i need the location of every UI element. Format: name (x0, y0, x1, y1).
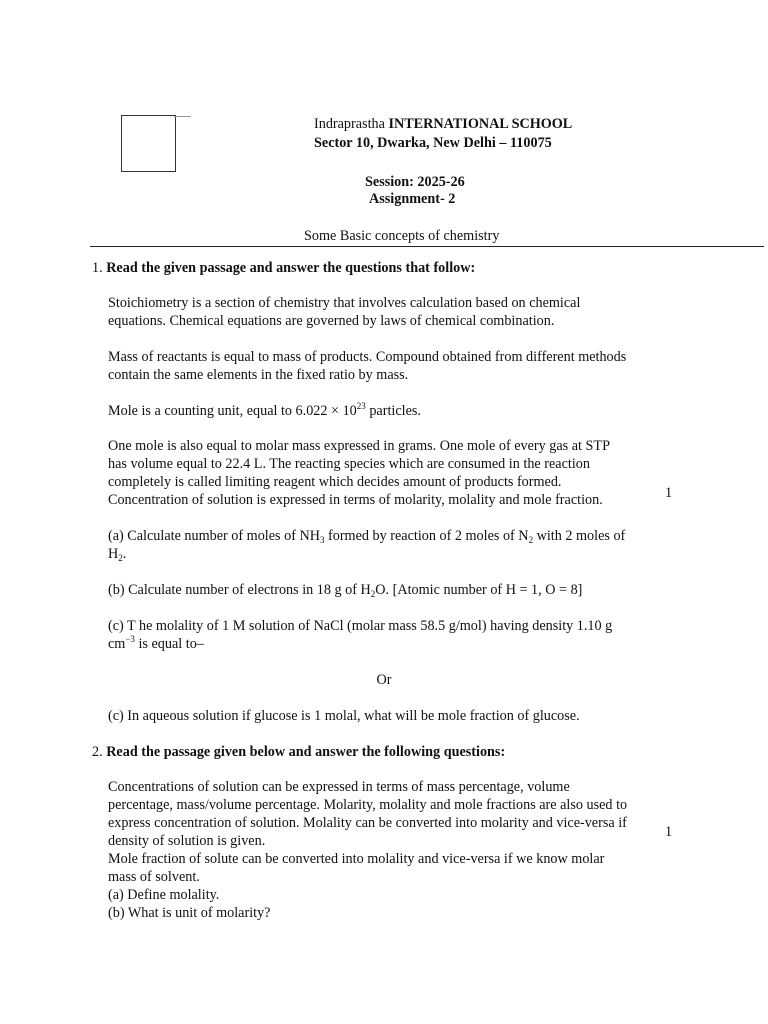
q1-paragraph-3 (108, 402, 668, 420)
text-line: mass of solvent. (108, 869, 200, 885)
question-number: 2. (92, 744, 103, 760)
subscript: 2 (370, 589, 376, 599)
or-separator: Or (376, 672, 392, 688)
text-line: Stoichiometry is a section of chemistry that involves calculation based on chemical (108, 295, 581, 311)
q1-part-c-alternative: (c) In aqueous solution if glucose is 1 molal, what will be mole fraction of glucose. (108, 708, 580, 724)
q1-paragraph-2 (108, 348, 668, 384)
school-prefix: Indraprastha (314, 116, 385, 132)
q1-paragraph-4 (108, 437, 668, 509)
text-line (108, 635, 668, 653)
part-a-text-end: with 2 moles of (533, 528, 626, 544)
question-heading: Read the passage given below and answer the following questions: (106, 744, 506, 760)
exponent: −3 (125, 634, 135, 644)
text-line: Concentration of solution is expressed in terms of molarity, molality and mole fraction. (108, 492, 603, 508)
part-c-unit: cm (108, 636, 126, 652)
q1-part-a (108, 527, 668, 563)
text-line: percentage, mass/volume percentage. Molarity, molality and mole fractions are also used to (108, 797, 628, 813)
part-a-text-mid: formed by reaction of 2 moles of N (324, 528, 529, 544)
text-line (108, 545, 668, 563)
part-b-text: (b) Calculate number of electrons in 18 g of H (108, 582, 371, 598)
q1-paragraph-1 (108, 294, 668, 330)
text-line: Mass of reactants is equal to mass of products. Compound obtained from different methods (108, 349, 627, 365)
text-line: express concentration of solution. Molality can be converted into molarity and vice-versa if (108, 815, 627, 831)
school-name: INTERNATIONAL SCHOOL (388, 116, 573, 132)
part-a-line2-end: . (122, 546, 127, 562)
subscript: 3 (319, 535, 325, 545)
assignment-title: Assignment- 2 (369, 191, 456, 207)
text-line: completely is called limiting reagent which decides amount of products formed. (108, 474, 562, 490)
school-address: Sector 10, Dwarka, New Delhi – 110075 (314, 135, 552, 151)
part-b-text-end: O. [Atomic number of H = 1, O = 8] (375, 582, 583, 598)
text-line: has volume equal to 22.4 L. The reacting species which are consumed in the reaction (108, 456, 590, 472)
text-line: (a) Define molality. (108, 887, 220, 903)
q2-passage (108, 778, 668, 922)
school-logo-placeholder (121, 115, 176, 172)
school-name-line (314, 115, 572, 133)
subscript: 2 (118, 553, 123, 563)
question-1 (92, 259, 475, 277)
text-line: (b) What is unit of molarity? (108, 905, 271, 921)
q1-part-c (108, 617, 668, 653)
text-line: contain the same elements in the fixed ratio by mass. (108, 367, 409, 383)
part-a-text: (a) Calculate number of moles of NH (108, 528, 320, 544)
part-a-line2: H (108, 546, 119, 562)
text-line: One mole is also equal to molar mass expressed in grams. One mole of every gas at STP (108, 438, 610, 454)
text-line: (c) T he molality of 1 M solution of NaCl (molar mass 58.5 g/mol) having density 1.10 g (108, 618, 613, 634)
logo-mark (174, 116, 191, 117)
text-line: density of solution is given. (108, 833, 266, 849)
text-line: equations. Chemical equations are governed by laws of chemical combination. (108, 313, 555, 329)
marks-q1: 1 (665, 485, 673, 501)
mole-text-end: particles. (365, 403, 421, 419)
subscript: 2 (528, 535, 534, 545)
text-line: Concentrations of solution can be expressed in terms of mass percentage, volume (108, 779, 570, 795)
session: Session: 2025-26 (365, 174, 465, 190)
header-divider (90, 246, 764, 247)
question-number: 1. (92, 260, 103, 276)
part-c-text-end: is equal to– (134, 636, 204, 652)
text-line (108, 527, 668, 545)
mole-text: Mole is a counting unit, equal to 6.022 × 10 (108, 403, 357, 419)
exponent: 23 (356, 401, 366, 411)
marks-q2: 1 (665, 824, 673, 840)
question-heading: Read the given passage and answer the questions that follow: (106, 260, 476, 276)
text-line: Mole fraction of solute can be converted into molality and vice-versa if we know molar (108, 851, 605, 867)
q1-part-b (108, 581, 668, 599)
question-2 (92, 743, 505, 761)
subject-title: Some Basic concepts of chemistry (304, 228, 500, 244)
